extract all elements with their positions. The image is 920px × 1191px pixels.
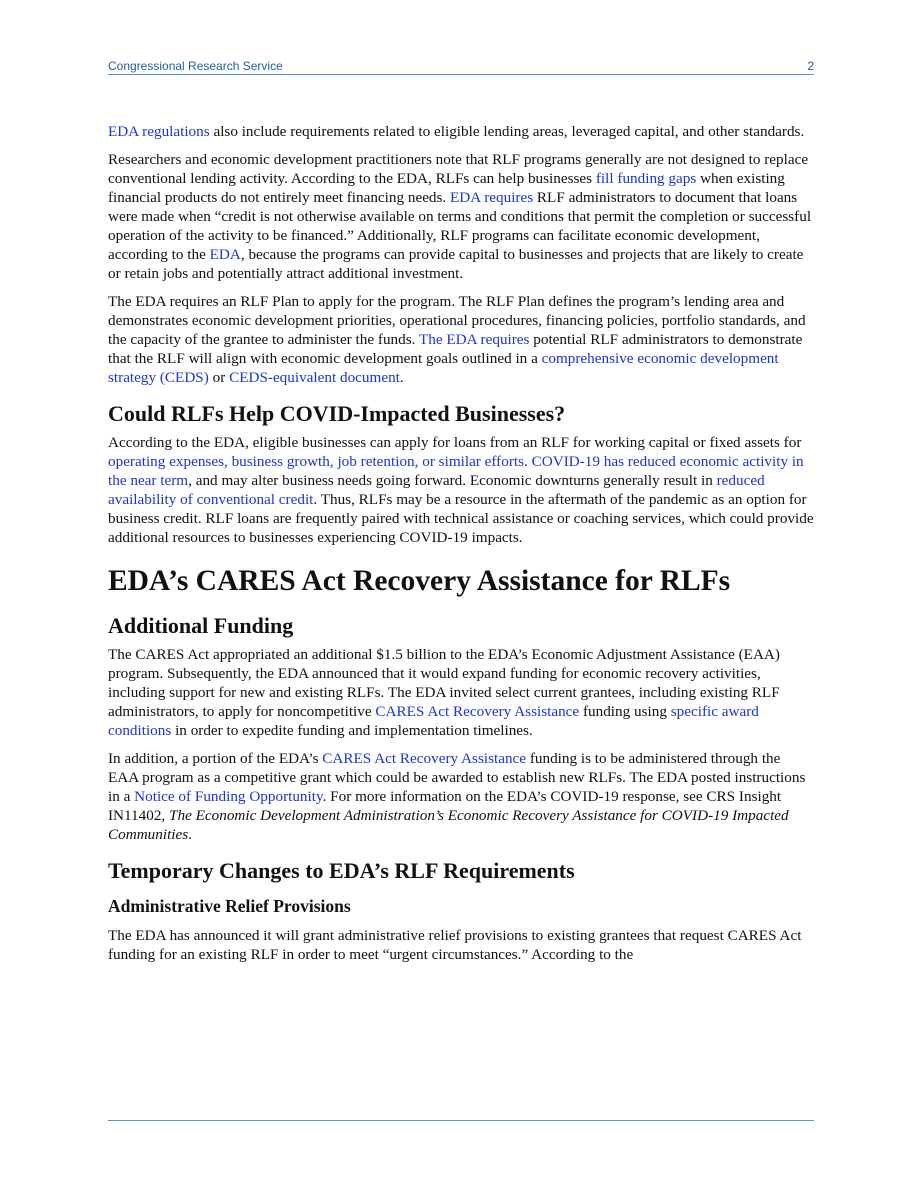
header-title: Congressional Research Service bbox=[108, 59, 283, 73]
text: when existing financial products do not entirely meet financing needs. bbox=[108, 170, 785, 206]
link-ceds-equivalent[interactable]: CEDS-equivalent document bbox=[229, 369, 400, 386]
text: . bbox=[524, 453, 532, 470]
paragraph-administrative-relief bbox=[108, 926, 814, 964]
text: potential RLF administrators to demonstrate that the RLF will align with economic development goals outlined in a bbox=[108, 331, 803, 367]
link-cares-recovery-assistance[interactable]: CARES Act Recovery Assistance bbox=[375, 703, 580, 720]
text: RLF administrators to document that loans were made when “credit is not otherwise available on terms and conditions that permit the completion or successful operation of the activity to be financed.” Additionally, RLF programs can facilitate economic development, according to the bbox=[108, 189, 812, 263]
text: . Thus, RLFs may be a resource in the aftermath of the pandemic as an option for business credit. RLF loans are frequently paired with technical assistance or coaching services, which could provide additional resources to businesses experiencing COVID-19 impacts. bbox=[108, 491, 814, 546]
page-header bbox=[108, 58, 814, 75]
link-operating-expenses[interactable]: operating expenses, business growth, job retention, or similar efforts bbox=[108, 453, 525, 470]
report-title: The Economic Development Administration’s Economic Recovery Assistance for COVID-19 Impacted Communities bbox=[108, 807, 789, 843]
text: or bbox=[208, 369, 230, 386]
link-eda[interactable]: EDA bbox=[209, 246, 241, 263]
heading-covid-businesses: Could RLFs Help COVID-Impacted Businesses? bbox=[108, 401, 566, 426]
heading-administrative-relief: Administrative Relief Provisions bbox=[108, 896, 351, 916]
link-eda-regulations[interactable]: EDA regulations bbox=[108, 123, 210, 140]
paragraph-competitive-grant bbox=[108, 749, 814, 844]
paragraph-covid-loans bbox=[108, 433, 814, 547]
text: According to the EDA, eligible businesses can apply for loans from an RLF for working capital or fixed assets for bbox=[108, 434, 802, 451]
text: funding using bbox=[579, 703, 671, 720]
link-reduced-credit[interactable]: reduced availability of conventional credit bbox=[108, 472, 765, 508]
paragraph-rlf-purpose bbox=[108, 150, 814, 283]
text: . bbox=[188, 826, 192, 843]
paragraph-rlf-plan bbox=[108, 292, 814, 387]
text: The EDA requires an RLF Plan to apply for the program. The RLF Plan defines the program’s lending area and demonstrates economic development priorities, operational procedures, financing policies, portfolio standards, and the capacity of the grantee to administer the funds. bbox=[108, 293, 806, 348]
link-the-eda-requires[interactable]: The EDA requires bbox=[418, 331, 530, 348]
link-specific-award-conditions[interactable]: specific award conditions bbox=[108, 703, 759, 739]
heading-additional-funding: Additional Funding bbox=[108, 613, 294, 638]
link-covid-reduced-activity[interactable]: COVID-19 has reduced economic activity in the near term bbox=[108, 453, 804, 489]
text: . For more information on the EDA’s COVID-19 response, see CRS Insight IN11402, bbox=[108, 788, 782, 824]
paragraph-eda-regulations bbox=[108, 122, 814, 141]
text: Researchers and economic development practitioners note that RLF programs generally are not designed to replace conventional lending activity. According to the EDA, RLFs can help businesses bbox=[108, 151, 809, 187]
text: also include requirements related to eligible lending areas, leveraged capital, and other standards. bbox=[209, 123, 805, 140]
paragraph-cares-appropriation bbox=[108, 645, 814, 740]
text: funding is to be administered through the EAA program as a competitive grant which could be awarded to establish new RLFs. The EDA posted instructions in a bbox=[108, 750, 806, 805]
heading-cares-act: EDA’s CARES Act Recovery Assistance for RLFs bbox=[108, 565, 731, 597]
link-notice-of-funding[interactable]: Notice of Funding Opportunity bbox=[134, 788, 323, 805]
text: In addition, a portion of the EDA’s bbox=[108, 750, 323, 767]
heading-temporary-changes: Temporary Changes to EDA’s RLF Requirements bbox=[108, 858, 575, 883]
footer-divider bbox=[108, 1120, 814, 1121]
link-cares-recovery-assistance-2[interactable]: CARES Act Recovery Assistance bbox=[322, 750, 527, 767]
document-body bbox=[108, 122, 814, 973]
text: The EDA has announced it will grant administrative relief provisions to existing grantees that request CARES Act funding for an existing RLF in order to meet “urgent circumstances.” According to the bbox=[108, 927, 802, 963]
text: The CARES Act appropriated an additional $1.5 billion to the EDA’s Economic Adjustment Assistance (EAA) program. Subsequently, the EDA announced that it would expand funding for economic recovery activities, including support for new and existing RLFs. The EDA invited select current grantees, including existing RLF administrators, to apply for noncompetitive bbox=[108, 646, 780, 720]
text: . bbox=[399, 369, 404, 386]
text: , and may alter business needs going forward. Economic downturns generally result in bbox=[188, 472, 717, 489]
link-ceds[interactable]: comprehensive economic development strategy (CEDS) bbox=[108, 350, 779, 386]
page-number: 2 bbox=[807, 59, 814, 73]
link-fill-funding-gaps[interactable]: fill funding gaps bbox=[595, 170, 697, 187]
link-eda-requires[interactable]: EDA requires bbox=[450, 189, 534, 206]
text: in order to expedite funding and implementation timelines. bbox=[171, 722, 533, 739]
text: , because the programs can provide capital to businesses and projects that are likely to create or retain jobs and potentially attract additional investment. bbox=[108, 246, 804, 282]
